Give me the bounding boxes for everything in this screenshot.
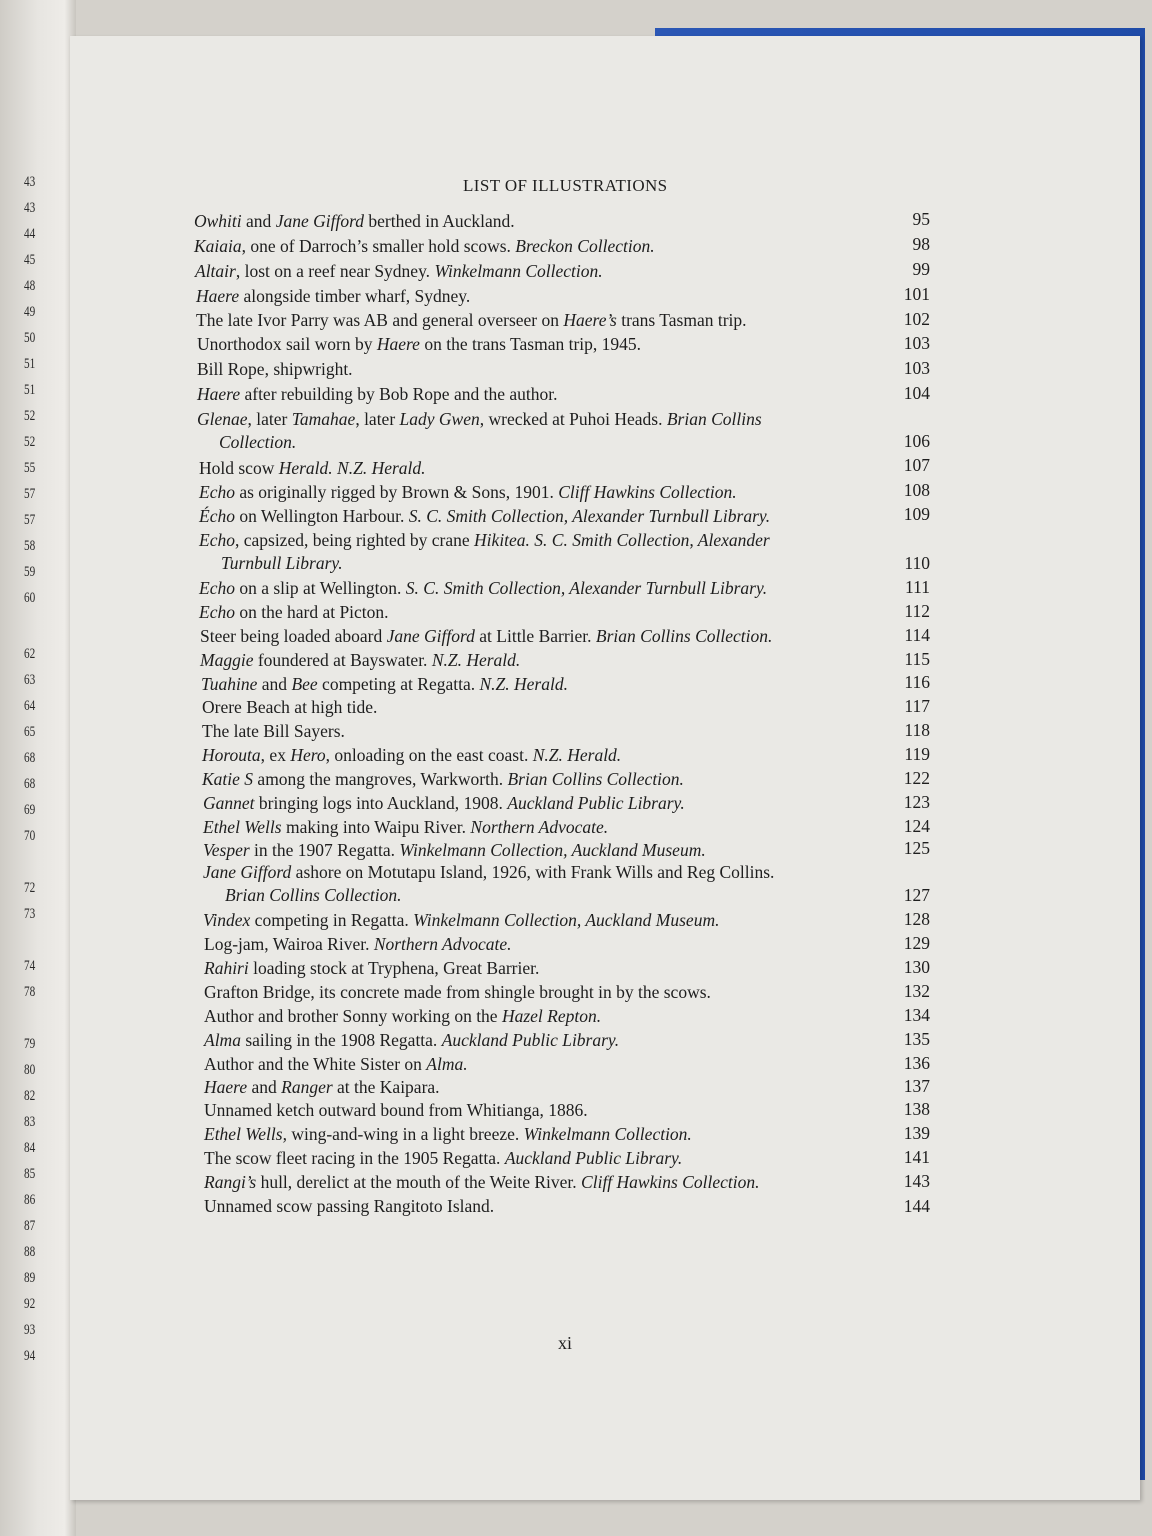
caption-italic-text: Herald. N.Z. Herald. [278, 458, 426, 478]
entry-caption [203, 817, 608, 838]
entry-page-number: 122 [903, 768, 930, 788]
caption-italic-text: Vindex [203, 910, 251, 930]
entry-caption [204, 934, 512, 955]
entry-caption [196, 286, 470, 307]
caption-italic-text: Altair [195, 261, 236, 281]
facing-page-number: 70 [24, 828, 36, 844]
caption-italic-text: Jane Gifford [275, 211, 364, 231]
caption-text: , later [247, 409, 292, 429]
entry-caption [197, 334, 641, 355]
entry-page-number: 135 [903, 1029, 930, 1049]
entry-caption [204, 1100, 588, 1121]
entry-page-number: 107 [903, 455, 930, 475]
caption-italic-text: Northern Advocate. [470, 817, 609, 837]
caption-text: competing at Regatta. [317, 674, 480, 694]
facing-page-number: 52 [24, 434, 36, 450]
caption-italic-text: Auckland Public Library. [504, 1148, 683, 1168]
illustration-entry [194, 211, 515, 232]
illustration-entry [197, 384, 557, 405]
facing-page-number: 69 [24, 802, 36, 818]
caption-text: on the hard at Picton. [234, 602, 389, 622]
caption-text: hull, derelict at the mouth of the Weite River. [256, 1172, 582, 1192]
entry-page-number: 117 [904, 696, 930, 716]
facing-page-number: 52 [24, 408, 36, 424]
facing-page-number: 51 [24, 382, 36, 398]
caption-text: as originally rigged by Brown & Sons, 1901. [234, 482, 559, 502]
caption-text: , later [355, 409, 400, 429]
caption-italic-text: N.Z. Herald. [431, 650, 521, 670]
entry-page-number: 111 [905, 577, 930, 597]
facing-page-number: 49 [24, 304, 36, 320]
illustration-entry [199, 458, 426, 479]
entry-page-number: 102 [903, 309, 930, 329]
caption-text: in the 1907 Regatta. [249, 840, 400, 860]
caption-italic-text: Brian Collins [666, 409, 762, 429]
page-title: LIST OF ILLUSTRATIONS [463, 176, 668, 195]
entry-caption [199, 530, 770, 551]
entry-caption [195, 261, 603, 282]
illustration-entry [194, 236, 655, 257]
entry-caption [203, 840, 706, 861]
facing-page-number: 78 [24, 984, 36, 1000]
caption-text: Grafton Bridge, its concrete made from shingle brought in by the scows. [204, 982, 711, 1002]
facing-page-number: 57 [24, 486, 36, 502]
caption-italic-text: Collection. [219, 432, 297, 452]
caption-italic-text: Cliff Hawkins Collection. [558, 482, 737, 502]
caption-text: Author and brother Sonny working on the [204, 1006, 502, 1026]
facing-page-number: 45 [24, 252, 36, 268]
caption-text: ashore on Motutapu Island, 1926, with Frank Wills and Reg Collins. [291, 862, 775, 882]
caption-text: among the mangroves, Warkworth. [253, 769, 508, 789]
entry-caption [199, 458, 426, 479]
facing-page-number: 57 [24, 512, 36, 528]
entry-page-number: 118 [904, 720, 930, 740]
caption-italic-text: Winkelmann Collection, Auckland Museum. [413, 910, 720, 930]
illustration-entry [201, 674, 568, 695]
caption-italic-text: Bee [291, 674, 318, 694]
caption-italic-text: S. C. Smith Collection, Alexander Turnbull Library. [405, 578, 768, 598]
facing-page-number: 64 [24, 698, 36, 714]
entry-page-number: 112 [904, 601, 930, 621]
illustration-entry [204, 1124, 692, 1145]
caption-italic-text: Maggie [200, 650, 254, 670]
caption-italic-text: Jane Gifford [203, 862, 292, 882]
caption-text: berthed in Auckland. [363, 211, 515, 231]
illustration-entry [204, 1006, 601, 1027]
illustration-entry [199, 482, 737, 503]
facing-page-number: 44 [24, 226, 36, 242]
caption-italic-text: Haere [204, 1077, 248, 1097]
illustration-entry [204, 1196, 494, 1217]
caption-italic-text: Hero [290, 745, 326, 765]
entry-page-number: 141 [903, 1147, 930, 1167]
caption-italic-text: Tuahine [201, 674, 258, 694]
caption-text: , one of Darroch’s smaller hold scows. [241, 236, 516, 256]
entry-caption [201, 674, 568, 695]
caption-text: , ex [260, 745, 291, 765]
illustration-entry [203, 862, 774, 906]
facing-page-number: 55 [24, 460, 36, 476]
caption-italic-text: N.Z. Herald. [479, 674, 568, 694]
facing-page-number: 92 [24, 1296, 36, 1312]
caption-italic-text: Winkelmann Collection, Auckland Museum. [399, 840, 706, 860]
facing-page-number: 58 [24, 538, 36, 554]
entry-caption [204, 1077, 440, 1098]
caption-italic-text: Hikitea. S. C. Smith Collection, Alexander [474, 530, 770, 550]
caption-text: The scow fleet racing in the 1905 Regatta. [204, 1148, 505, 1168]
entry-page-number: 99 [912, 259, 930, 279]
caption-text: , wrecked at Puhoi Heads. [479, 409, 667, 429]
caption-text: competing in Regatta. [250, 910, 414, 930]
entry-page-number: 103 [903, 358, 930, 378]
entry-caption [199, 482, 737, 503]
illustration-entry [204, 1077, 440, 1098]
entry-caption-continued [199, 553, 770, 574]
facing-page-number: 65 [24, 724, 36, 740]
entry-caption [194, 236, 655, 257]
caption-italic-text: Rahiri [204, 958, 249, 978]
entry-page-number: 108 [903, 480, 930, 500]
illustration-entry [202, 721, 345, 742]
illustration-entry [203, 840, 706, 861]
illustration-entry [204, 1172, 759, 1193]
illustration-entry [204, 1100, 588, 1121]
facing-page-number: 86 [24, 1192, 36, 1208]
caption-text: foundered at Bayswater. [253, 650, 432, 670]
entry-caption [197, 384, 557, 405]
caption-text: and [257, 674, 292, 694]
illustration-entry [199, 506, 770, 527]
illustration-entry [203, 817, 608, 838]
caption-text: The late Bill Sayers. [202, 721, 345, 741]
facing-page-number: 50 [24, 330, 36, 346]
facing-page-number: 43 [24, 200, 36, 216]
caption-text: Unnamed scow passing Rangitoto Island. [204, 1196, 495, 1216]
caption-italic-text: Owhiti [194, 211, 242, 231]
facing-page-number: 51 [24, 356, 36, 372]
entry-caption [199, 602, 389, 623]
facing-page-edge [0, 0, 76, 1536]
caption-italic-text: Echo [199, 482, 235, 502]
entry-caption-continued [197, 432, 762, 453]
caption-italic-text: N.Z. Herald. [532, 745, 622, 765]
caption-text: after rebuilding by Bob Rope and the author. [240, 384, 558, 404]
illustration-entry [202, 697, 377, 718]
entry-caption [202, 745, 621, 766]
illustration-entry [204, 1030, 619, 1051]
entry-caption [204, 1030, 619, 1051]
caption-text: , onloading on the east coast. [325, 745, 533, 765]
caption-text: alongside timber wharf, Sydney. [239, 286, 471, 306]
caption-text: Unnamed ketch outward bound from Whitianga, 1886. [204, 1100, 588, 1120]
facing-page-number: 79 [24, 1036, 36, 1052]
entry-page-number: 124 [903, 816, 930, 836]
entry-caption [202, 721, 345, 742]
entry-caption [204, 1006, 601, 1027]
entry-page-number: 106 [903, 431, 930, 451]
caption-italic-text: Brian Collins Collection. [507, 769, 684, 789]
caption-italic-text: Katie S [202, 769, 254, 789]
illustration-entry [204, 958, 539, 979]
illustration-entry [199, 602, 389, 623]
illustration-entry [204, 982, 711, 1003]
caption-italic-text: Northern Advocate. [373, 934, 512, 954]
facing-page-number: 88 [24, 1244, 36, 1260]
entry-caption [196, 310, 747, 331]
caption-italic-text: Ranger [281, 1077, 333, 1097]
illustration-entry [199, 530, 770, 574]
facing-page-number: 93 [24, 1322, 36, 1338]
entry-page-number: 132 [903, 981, 930, 1001]
illustration-entry [196, 286, 470, 307]
caption-text: on a slip at Wellington. [234, 578, 406, 598]
entry-caption [200, 650, 520, 671]
facing-page-number: 85 [24, 1166, 36, 1182]
entry-page-number: 114 [904, 625, 930, 645]
illustration-entry [203, 910, 719, 931]
facing-page-number: 62 [24, 646, 36, 662]
facing-page-number: 87 [24, 1218, 36, 1234]
caption-text: Hold scow [199, 458, 279, 478]
entry-page-number: 125 [903, 838, 930, 858]
caption-text: and [241, 211, 276, 231]
illustration-entry [202, 769, 684, 790]
caption-italic-text: Haere’s [563, 310, 617, 330]
caption-italic-text: Brian Collins Collection. [595, 626, 773, 646]
caption-italic-text: Alma [204, 1030, 241, 1050]
facing-page-number: 43 [24, 174, 36, 190]
entry-page-number: 127 [903, 885, 930, 905]
caption-text: The late Ivor Parry was AB and general overseer on [196, 310, 564, 330]
caption-italic-text: Écho [199, 506, 235, 526]
caption-text: Log-jam, Wairoa River. [204, 934, 374, 954]
caption-italic-text: Echo [199, 530, 235, 550]
entry-caption [204, 958, 539, 979]
illustration-entry [200, 626, 772, 647]
entry-page-number: 98 [912, 234, 930, 254]
facing-page-number: 59 [24, 564, 36, 580]
entry-caption [197, 359, 353, 380]
caption-text: Author and the White Sister on [204, 1054, 427, 1074]
entry-caption [203, 910, 719, 931]
caption-italic-text: Jane Gifford [386, 626, 475, 646]
facing-page-number: 84 [24, 1140, 36, 1156]
caption-italic-text: Haere [376, 334, 420, 354]
entry-page-number: 136 [903, 1053, 930, 1073]
entry-caption [199, 506, 770, 527]
entry-page-number: 130 [903, 957, 930, 977]
entry-caption [197, 409, 762, 430]
facing-page-number: 73 [24, 906, 36, 922]
caption-text: at the Kaipara. [332, 1077, 440, 1097]
caption-italic-text: Echo [199, 578, 235, 598]
facing-page-number: 68 [24, 750, 36, 766]
entry-page-number: 123 [903, 792, 930, 812]
entry-caption-continued [203, 885, 774, 906]
caption-text: Bill Rope, shipwright. [197, 359, 353, 379]
illustration-entry [195, 261, 603, 282]
entry-caption [203, 793, 685, 814]
entry-caption [202, 697, 377, 718]
entry-caption [204, 1172, 759, 1193]
caption-text: Steer being loaded aboard [200, 626, 387, 646]
entry-caption [199, 578, 767, 599]
illustration-entry [197, 359, 353, 380]
entry-page-number: 137 [903, 1076, 930, 1096]
facing-page-number: 94 [24, 1348, 36, 1364]
entry-caption [204, 1124, 692, 1145]
illustration-entry [196, 310, 747, 331]
caption-italic-text: Auckland Public Library. [507, 793, 685, 813]
caption-italic-text: Breckon Collection. [515, 236, 655, 256]
caption-text: bringing logs into Auckland, 1908. [254, 793, 508, 813]
entry-caption [204, 1196, 494, 1217]
facing-page-number: 72 [24, 880, 36, 896]
caption-italic-text: Glenae [197, 409, 248, 429]
caption-italic-text: Ethel Wells [203, 817, 282, 837]
caption-italic-text: Winkelmann Collection. [523, 1124, 692, 1144]
illustration-entry [204, 934, 512, 955]
illustration-entry [204, 1148, 682, 1169]
caption-italic-text: Lady Gwen [399, 409, 480, 429]
illustration-entry [197, 334, 641, 355]
caption-italic-text: Alma. [426, 1054, 468, 1074]
illustration-entry [197, 409, 762, 453]
entry-page-number: 101 [903, 284, 930, 304]
facing-page-number: 82 [24, 1088, 36, 1104]
entry-page-number: 143 [903, 1171, 930, 1191]
caption-italic-text: Winkelmann Collection. [434, 261, 603, 281]
caption-text: on the trans Tasman trip, 1945. [419, 334, 642, 354]
caption-text: wing-and-wing in a light breeze. [286, 1124, 524, 1144]
entry-page-number: 115 [904, 649, 930, 669]
caption-text: Unorthodox sail worn by [197, 334, 377, 354]
facing-page-number: 83 [24, 1114, 36, 1130]
entry-caption [204, 1054, 468, 1075]
caption-italic-text: Haere [196, 286, 240, 306]
illustration-entry [202, 745, 621, 766]
facing-page-number: 74 [24, 958, 36, 974]
entry-page-number: 104 [903, 383, 930, 403]
caption-text: Orere Beach at high tide. [202, 697, 378, 717]
caption-italic-text: Cliff Hawkins Collection. [581, 1172, 760, 1192]
illustration-entry [203, 793, 685, 814]
entry-page-number: 103 [903, 333, 930, 353]
entry-page-number: 119 [904, 744, 930, 764]
entry-page-number: 95 [912, 209, 930, 229]
entry-caption [194, 211, 515, 232]
caption-italic-text: Brian Collins Collection. [225, 885, 402, 905]
illustration-entry [200, 650, 520, 671]
entry-caption [203, 862, 774, 883]
entry-caption [204, 1148, 682, 1169]
illustration-entry [204, 1054, 468, 1075]
caption-italic-text: Echo [199, 602, 235, 622]
caption-italic-text: Auckland Public Library. [441, 1030, 620, 1050]
caption-italic-text: Tamahae [291, 409, 356, 429]
caption-italic-text: Vesper [203, 840, 250, 860]
caption-italic-text: Haere [197, 384, 241, 404]
entry-page-number: 129 [903, 933, 930, 953]
entry-caption [204, 982, 711, 1003]
facing-page-number: 80 [24, 1062, 36, 1078]
entry-page-number: 109 [903, 504, 930, 524]
caption-text: and [247, 1077, 282, 1097]
caption-text: loading stock at Tryphena, Great Barrier. [248, 958, 540, 978]
entry-page-number: 134 [903, 1005, 930, 1025]
entry-page-number: 138 [903, 1099, 930, 1119]
entry-caption [202, 769, 684, 790]
entry-page-number: 144 [903, 1196, 930, 1216]
entry-page-number: 110 [904, 553, 930, 573]
illustration-entry [199, 578, 767, 599]
facing-page-number: 63 [24, 672, 36, 688]
entry-page-number: 116 [904, 672, 930, 692]
facing-page-number: 48 [24, 278, 36, 294]
caption-text: making into Waipu River. [281, 817, 471, 837]
facing-page-number: 68 [24, 776, 36, 792]
entry-page-number: 139 [903, 1123, 930, 1143]
facing-page-number: 89 [24, 1270, 36, 1286]
caption-text: on Wellington Harbour. [234, 506, 409, 526]
caption-italic-text: Horouta [202, 745, 261, 765]
caption-italic-text: Kaiaia [194, 236, 242, 256]
entry-page-number: 128 [903, 909, 930, 929]
caption-italic-text: Ethel Wells, [204, 1124, 287, 1144]
caption-italic-text: Turnbull Library. [221, 553, 343, 573]
facing-page-number: 60 [24, 590, 36, 606]
caption-text: , capsized, being righted by crane [234, 530, 475, 550]
caption-text: trans Tasman trip. [616, 310, 747, 330]
caption-italic-text: Rangi’s [204, 1172, 257, 1192]
entry-caption [200, 626, 772, 647]
caption-text: at Little Barrier. [474, 626, 596, 646]
caption-italic-text: S. C. Smith Collection, Alexander Turnbull Library. [408, 506, 771, 526]
caption-italic-text: Gannet [203, 793, 255, 813]
caption-text: , lost on a reef near Sydney. [235, 261, 435, 281]
caption-italic-text: Hazel Repton. [501, 1006, 602, 1026]
page-folio: xi [558, 1333, 573, 1353]
caption-text: sailing in the 1908 Regatta. [240, 1030, 442, 1050]
